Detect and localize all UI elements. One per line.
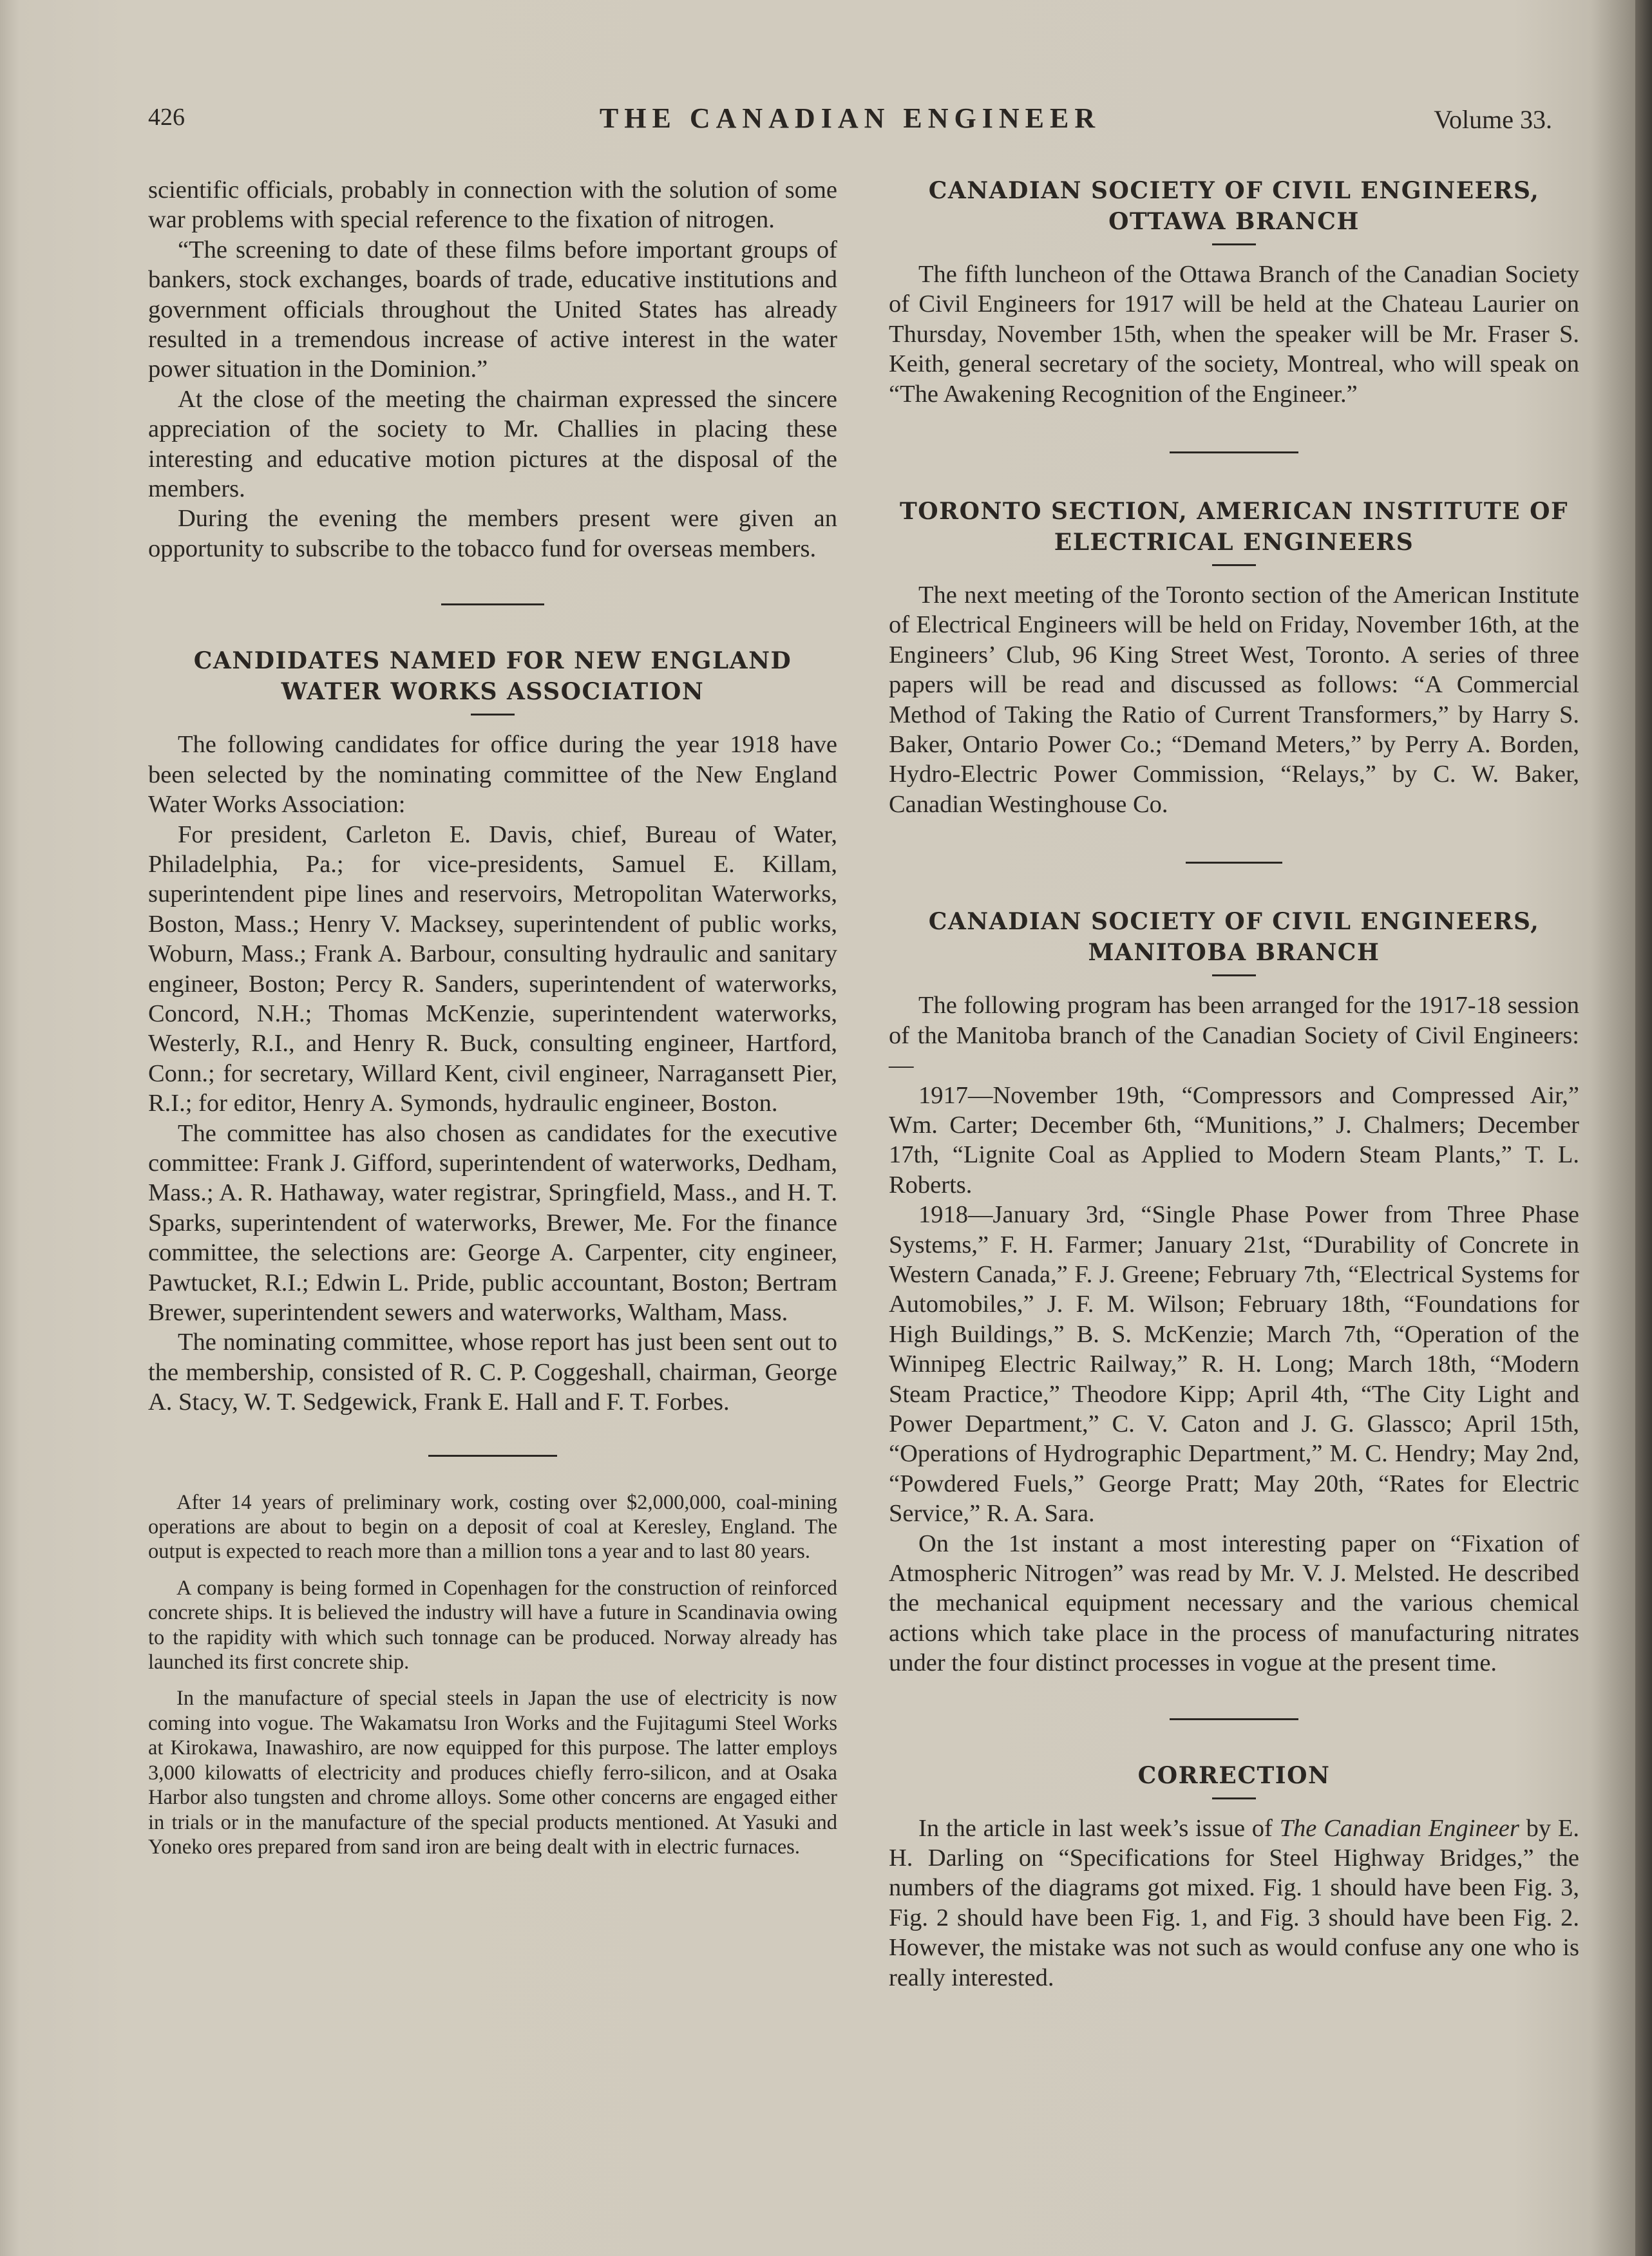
- paragraph: scientific officials, probably in connection with the solution of some war problems with special reference to the fixation of nitrogen.: [148, 176, 837, 234]
- section-divider: [441, 603, 544, 605]
- article-heading: CORRECTION: [1137, 1761, 1331, 1789]
- news-note: After 14 years of preliminary work, costing over $2,000,000, coal-mining operations are about to begin on a deposit of coal at Keresley, England. The output is expected to reach more than a million tons a year and to last 80 years.: [148, 1490, 837, 1564]
- section-divider: [1170, 1718, 1298, 1720]
- article-heading: CANADIAN SOCIETY OF CIVIL ENGINEERS, OTTAWA BRANCH: [928, 177, 1540, 235]
- heading-rule: [471, 714, 515, 716]
- paragraph: In the article in last week’s issue of The Canadian Engineer by E. H. Darling on “Specifications for Steel Highway Bridges,” the numbers of the diagrams got mixed. Fig. 1 should have been Fig. 3, Fig. 2 should have been Fig. 1, and Fig. 3 should have been Fig. 2. However, the mistake was not such as would confuse any one who is really interested.: [889, 1814, 1580, 1991]
- paragraph: The committee has also chosen as candidates for the executive committee: Frank J. Gifford, superintendent of waterworks, Dedham, Mass.; A. R. Hathaway, water registrar, Springfield, Mass., and H. T. Sparks, superintendent of waterworks, Brewer, Me. For the finance committee, the selections are: George A. Carpenter, city engineer, Pawtucket, R.I.; Edwin L. Pride, public accountant, Boston; Bertram Brewer, superintendent sewers and waterworks, Waltham, Mass.: [148, 1119, 837, 1326]
- heading-rule: [1212, 243, 1256, 245]
- article-manitoba-branch: [889, 906, 1579, 1678]
- paragraph: The fifth luncheon of the Ottawa Branch of the Canadian Society of Civil Engineers for 1917 will be held at the Chateau Laurier on Thursday, November 15th, when the speaker will be Mr. Fraser S. Keith, general secretary of the society, Montreal, who will speak on “The Awakening Recognition of the Engineer.”: [889, 261, 1579, 408]
- left-column: [148, 175, 837, 1859]
- paragraph: During the evening the members present were given an opportunity to subscribe to the tobacco fund for overseas members.: [148, 505, 837, 562]
- journal-name: The Canadian Engineer: [1279, 1814, 1519, 1842]
- article-ottawa-branch: [889, 175, 1579, 409]
- news-notes: [148, 1490, 837, 1860]
- running-header: [148, 103, 1552, 142]
- section-divider: [1170, 451, 1298, 453]
- article-correction: [889, 1760, 1579, 1993]
- paragraph: 1917—November 19th, “Compressors and Compressed Air,” Wm. Carter; December 6th, “Munitions,” J. Chalmers; December 17th, “Lignite Coal as Applied to Modern Steam Plants,” T. L. Roberts.: [889, 1081, 1579, 1199]
- article-heading: CANDIDATES NAMED FOR NEW ENGLAND WATER WORKS ASSOCIATION: [193, 647, 792, 706]
- book-spine-shadow: [1635, 0, 1652, 2256]
- paragraph: At the close of the meeting the chairman expressed the sincere appreciation of the society to Mr. Challies in placing these interesting and educative motion pictures at the disposal of the members.: [148, 385, 837, 503]
- right-column: [889, 175, 1579, 1993]
- paragraph: For president, Carleton E. Davis, chief, Bureau of Water, Philadelphia, Pa.; for vice-presidents, Samuel E. Killam, superintendent pipe lines and reservoirs, Metropolitan Waterworks, Boston, Mass.; Henry V. Macksey, superintendent of public works, Woburn, Mass.; Frank A. Barbour, consulting hydraulic and sanitary engineer, Boston; Percy R. Sanders, superintendent of waterworks, Concord, N.H.; Thomas McKenzie, superintendent waterworks, Westerly, R.I., and Henry R. Buck, consulting engineer, Hartford, Conn.; for secretary, Willard Kent, civil engineer, Narragansett Pier, R.I.; for editor, Henry A. Symonds, hydraulic engineer, Boston.: [148, 820, 837, 1117]
- article-toronto-section: [889, 496, 1579, 819]
- heading-rule: [1212, 974, 1256, 976]
- page-number: 426: [148, 104, 185, 131]
- article-heading: CANADIAN SOCIETY OF CIVIL ENGINEERS, MANITOBA BRANCH: [928, 908, 1540, 967]
- news-note: In the manufacture of special steels in Japan the use of electricity is now coming into vogue. The Wakamatsu Iron Works and the Fujitagumi Steel Works at Kirokawa, Inawashiro, are now equipped for this purpose. The latter employs 3,000 kilowatts of electricity and produces chiefly ferro-silicon, and at Osaka Harbor also tungsten and chrome alloys. Some other concerns are engaged either in trials or in the manufacture of the special products mentioned. At Yasuki and Yoneko ores prepared from sand iron are being dealt with in electric furnaces.: [148, 1687, 837, 1859]
- paragraph: “The screening to date of these films before important groups of bankers, stock exchanges, boards of trade, educative institutions and government officials throughout the United States has already resulted in a tremendous increase of active interest in the water power situation in the Dominion.”: [148, 236, 837, 383]
- volume-label: Volume 33.: [1434, 105, 1552, 134]
- paragraph: The following program has been arranged for the 1917-18 session of the Manitoba branch of the Canadian Society of Civil Engineers:—: [889, 992, 1579, 1079]
- news-note: A company is being formed in Copenhagen for the construction of reinforced concrete ships. It is believed the industry will have a future in Scandinavia owing to the rapidity with which such tonnage can be produced. Norway already has launched its first concrete ship.: [148, 1576, 837, 1674]
- paragraph: 1918—January 3rd, “Single Phase Power from Three Phase Systems,” F. H. Farmer; January 21st, “Durability of Concrete in Western Canada,” F. J. Greene; February 7th, “Electrical Systems for Automobiles,” J. F. M. Wilson; February 18th, “Foundations for High Buildings,” B. S. McKenzie; March 7th, “Operation of the Winnipeg Electric Railway,” R. H. Long; March 18th, “Modern Steam Practice,” Theodore Kipp; April 4th, “The City Light and Power Department,” C. V. Caton and J. G. Glassco; April 15th, “Operations of Hydrographic Department,” M. C. Hendry; May 2nd, “Powdered Fuels,” George Pratt; May 20th, “Rates for Electric Service,” R. A. Sara.: [889, 1201, 1579, 1528]
- section-divider: [428, 1455, 557, 1457]
- heading-rule: [1212, 564, 1256, 566]
- paragraph: On the 1st instant a most interesting paper on “Fixation of Atmospheric Nitrogen” was read by Mr. V. J. Melsted. He described the mechanical equipment necessary and the various chemical actions which take place in the process of manufacturing nitrates under the four distinct processes in vogue at the present time.: [889, 1530, 1579, 1677]
- journal-title: THE CANADIAN ENGINEER: [599, 102, 1101, 134]
- article-new-england-candidates: [148, 645, 837, 1417]
- paragraph: The next meeting of the Toronto section of the American Institute of Electrical Engineers will be held on Friday, November 16th, at the Engineers’ Club, 96 King Street West, Toronto. A series of three papers will be read and discussed as follows: “A Commercial Method of Taking the Ratio of Current Transformers,” by Harry S. Baker, Ontario Power Co.; “Demand Meters,” by Perry A. Borden, Hydro-Electric Power Commission, “Relays,” by C. W. Baker, Canadian Westinghouse Co.: [889, 582, 1579, 818]
- heading-rule: [1212, 1797, 1256, 1799]
- paragraph: The nominating committee, whose report has just been sent out to the membership, consisted of R. C. P. Coggeshall, chairman, George A. Stacy, W. T. Sedgewick, Frank E. Hall and F. T. Forbes.: [148, 1329, 837, 1416]
- article-heading: TORONTO SECTION, AMERICAN INSTITUTE OF ELECTRICAL ENGINEERS: [900, 498, 1568, 556]
- paragraph: The following candidates for office during the year 1918 have been selected by the nominating committee of the New England Water Works Association:: [148, 731, 837, 819]
- section-divider: [1186, 862, 1282, 864]
